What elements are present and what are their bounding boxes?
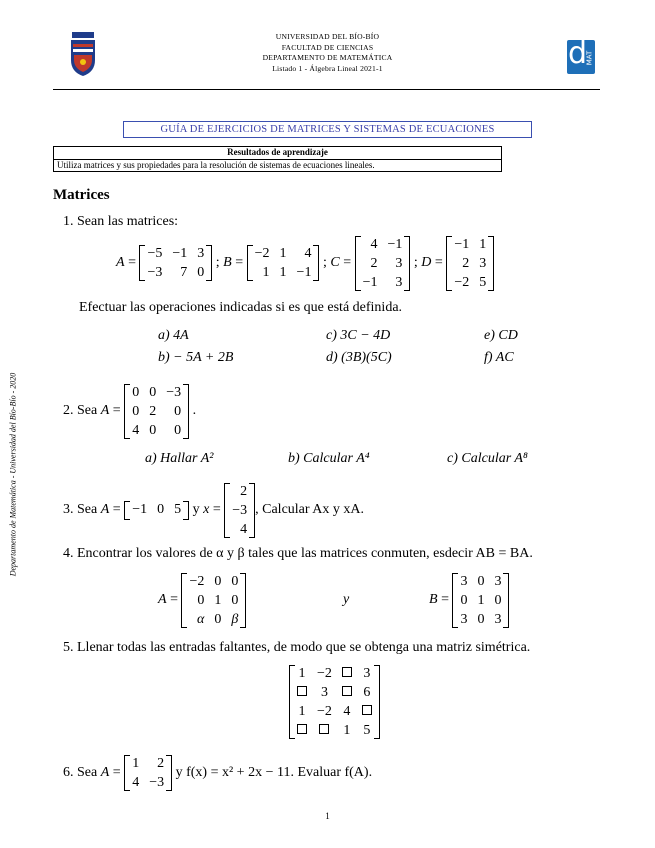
learning-outcomes-box	[53, 146, 502, 172]
matrix-d: −1 1 2 3 −2 5	[446, 236, 494, 291]
matrix-c: 4 −1 2 3 −1 3	[355, 236, 411, 291]
op-e: e) CD	[484, 328, 518, 343]
ex2-part-b: b) Calcular A⁴	[288, 451, 370, 466]
exercise-4-matrix-b: B = 3 0 3 0 1 0 3 0 3	[429, 570, 509, 630]
exercise-3: 3. Sea A = −1 0 5 y x = 2 −3 4 , Calcular Ax y xA.	[63, 483, 364, 537]
header-department: DEPARTAMENTO DE MATEMÁTICA	[262, 53, 393, 63]
exercise-1-matrices: A = −5 −1 3 −3 7 0 ; B = −2 1 4 1 1 −1 ; C = 4 −1 2 3 −1 3 ; D = −1 1 2 3 −2 5	[116, 233, 494, 293]
exercise-1-instruction: Efectuar las operaciones indicadas si es que está definida.	[79, 300, 403, 315]
symmetric-matrix: 1 −2 3 3 6 1 −2 4 1 5	[289, 662, 380, 742]
matrix-a2: 0 0 −3 0 2 0 4 0 0	[124, 384, 189, 439]
learning-outcomes-text: Utiliza matrices y sus propiedades para la resolución de sistemas de ecuaciones lineales.	[57, 159, 375, 170]
row-vector-a: −1 0 5	[124, 501, 189, 520]
exercise-4-y: y	[343, 592, 350, 607]
op-a: a) 4A	[158, 328, 189, 343]
section-title: Matrices	[53, 187, 110, 203]
sidebar-credit: Departamento de Matemática - Universidad del Bío-Bío - 2020	[8, 372, 18, 577]
exercise-6: 6. Sea A = 1 2 4 −3 y f(x) = x² + 2x − 11. Evaluar f(A).	[63, 756, 373, 790]
page-number: 1	[325, 811, 330, 821]
ex2-part-c: c) Calcular A⁸	[447, 451, 528, 466]
op-b: b) − 5A + 2B	[158, 350, 234, 365]
op-f: f) AC	[484, 350, 514, 365]
exercise-1-intro: 1. Sean las matrices:	[63, 214, 179, 229]
header-text	[0, 32, 655, 74]
ex2-part-a: a) Hallar A²	[145, 451, 214, 466]
exercise-5-text: 5. Llenar todas las entradas faltantes, de modo que se obtenga una matriz simétrica.	[63, 640, 531, 655]
learning-outcomes-heading: Resultados de aprendizaje	[54, 147, 501, 160]
header-course: Listado 1 - Álgebra Lineal 2021-1	[272, 63, 383, 73]
header-university: UNIVERSIDAD DEL BÍO-BÍO	[275, 32, 380, 41]
header-rule	[53, 89, 600, 90]
op-d: d) (3B)(5C)	[326, 350, 392, 365]
column-vector-x: 2 −3 4	[224, 483, 255, 538]
matrix-b: −2 1 4 1 1 −1	[247, 245, 320, 281]
exercise-4-matrix-a: A = −2 0 0 0 1 0 α 0 β	[158, 570, 246, 630]
op-c: c) 3C − 4D	[326, 328, 391, 343]
exercise-2: 2. Sea A = 0 0 −3 0 2 0 4 0 0 .	[63, 384, 197, 438]
exercise-4-text: 4. Encontrar los valores de α y β tales que las matrices conmuten, esdecir AB = BA.	[63, 546, 533, 561]
header-faculty: FACULTAD DE CIENCIAS	[281, 42, 374, 52]
dmat-logo: d MAT	[567, 40, 595, 74]
guide-title: GUÍA DE EJERCICIOS DE MATRICES Y SISTEMAS DE ECUACIONES	[123, 121, 532, 138]
matrix-a: −5 −1 3 −3 7 0	[139, 245, 212, 281]
